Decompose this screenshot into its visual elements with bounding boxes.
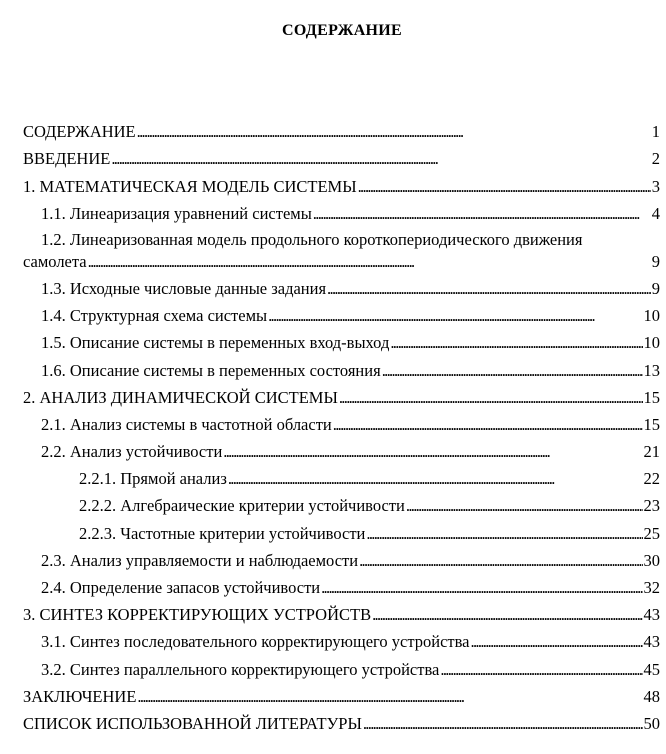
dot-leader (88, 252, 651, 272)
dot-leader (321, 578, 642, 598)
toc-entry-title: ЗАКЛЮЧЕНИЕ (23, 686, 137, 706)
toc-page-number: 32 (643, 578, 660, 597)
toc-entry-contents[interactable] (0, 117, 666, 144)
toc-page-number: 2 (651, 149, 660, 169)
toc-entry-section-1-4[interactable] (0, 301, 666, 328)
toc-entry-title: 1.6. Описание системы в переменных состояния (41, 360, 381, 380)
toc-entry-section-2-4[interactable] (0, 573, 666, 600)
dot-leader (228, 469, 643, 489)
dot-leader (333, 415, 643, 435)
toc-entry-section-1-1[interactable] (0, 199, 666, 226)
dot-leader (111, 149, 650, 169)
dot-leader (359, 551, 642, 571)
dot-leader (471, 632, 643, 652)
toc-page-number: 3 (651, 176, 660, 196)
toc-entry-title-line-1: 1.2. Линеаризованная модель продольного короткопериодического движения (41, 229, 583, 249)
toc-page-number: 43 (643, 632, 660, 652)
toc-entry-section-2-2-3[interactable] (0, 518, 666, 545)
toc-page-number: 10 (643, 306, 660, 326)
toc-entry-title: 1.3. Исходные числовые данные задания (41, 278, 327, 298)
dot-leader (327, 279, 651, 299)
toc-page-number: 9 (651, 278, 660, 298)
toc-entry-title: 1.5. Описание системы в переменных вход-выход (41, 333, 390, 353)
toc-entry-title: 2.2.1. Прямой анализ (79, 469, 227, 489)
toc-entry-section-3-1[interactable] (0, 627, 666, 654)
dot-leader (223, 442, 642, 462)
toc-page-number: 4 (651, 203, 660, 223)
dot-leader (313, 204, 651, 224)
toc-entry-chapter-3[interactable] (0, 600, 666, 627)
toc-page-number: 50 (643, 713, 660, 733)
toc-entry-title: СОДЕРЖАНИЕ (23, 122, 136, 142)
dot-leader (366, 524, 642, 544)
toc-entry-title: СПИСОК ИСПОЛЬЗОВАННОЙ ЛИТЕРАТУРЫ (23, 713, 362, 733)
toc-entry-section-3-2[interactable] (0, 654, 666, 681)
dot-leader (390, 333, 642, 353)
toc-page-number: 13 (643, 360, 660, 380)
toc-page-number: 25 (643, 523, 660, 543)
toc-page-number: 23 (643, 496, 660, 516)
dot-leader (382, 361, 643, 381)
dot-leader (358, 177, 651, 197)
toc-page-number: 10 (643, 333, 660, 353)
toc-page-number: 22 (643, 469, 660, 489)
toc-entry-section-1-5[interactable] (0, 328, 666, 355)
toc-entry-section-2-2-2[interactable] (0, 491, 666, 518)
toc-entry-title: 3.1. Синтез последовательного корректирующего устройства (41, 632, 470, 652)
dot-leader (137, 122, 651, 142)
dot-leader (440, 660, 642, 680)
dot-leader (137, 687, 642, 707)
toc-entry-chapter-1[interactable] (0, 171, 666, 198)
toc-entry-section-1-3[interactable] (0, 274, 666, 301)
toc-page-number: 45 (643, 659, 660, 679)
toc-page-number: 30 (643, 550, 660, 570)
toc-entry-section-2-2-1[interactable] (0, 464, 666, 491)
toc-page-number: 15 (643, 387, 660, 407)
page-title: СОДЕРЖАНИЕ (281, 22, 403, 39)
toc-entry-title: ВВЕДЕНИЕ (23, 149, 111, 169)
dot-leader (372, 605, 642, 625)
toc-entry-title: 1.1. Линеаризация уравнений системы (41, 203, 312, 223)
toc-entry-section-2-3[interactable] (0, 546, 666, 573)
toc-entry-title: 3.2. Синтез параллельного корректирующего устройства (41, 659, 440, 679)
toc-entry-chapter-2[interactable] (0, 383, 666, 410)
toc-entry-title-line-2: самолета (23, 251, 87, 271)
toc-entry-introduction[interactable] (0, 144, 666, 171)
toc-page-number: 15 (643, 414, 660, 434)
toc-entry-section-2-2[interactable] (0, 437, 666, 464)
toc-entry-title: 1. МАТЕМАТИЧЕСКАЯ МОДЕЛЬ СИСТЕМЫ (23, 176, 357, 196)
toc-page-number: 1 (651, 122, 660, 142)
dot-leader (268, 306, 642, 326)
toc-entry-title: 2.3. Анализ управляемости и наблюдаемости (41, 550, 359, 570)
toc-page-number: 9 (651, 251, 660, 271)
toc-entry-title: 2. АНАЛИЗ ДИНАМИЧЕСКОЙ СИСТЕМЫ (23, 387, 338, 407)
toc-entry-title: 2.4. Определение запасов устойчивости (41, 578, 321, 597)
toc-entry-title: 2.1. Анализ системы в частотной области (41, 414, 332, 434)
toc-entry-title: 2.2.2. Алгебраические критерии устойчивости (79, 496, 405, 516)
toc-entry-title: 1.4. Структурная схема системы (41, 306, 268, 326)
table-of-contents (0, 117, 666, 736)
dot-leader (363, 714, 643, 734)
toc-entry-section-1-6[interactable] (0, 355, 666, 382)
toc-entry-title: 3. СИНТЕЗ КОРРЕКТИРУЮЩИХ УСТРОЙСТВ (23, 605, 372, 625)
dot-leader (406, 496, 643, 516)
toc-page-number: 43 (643, 605, 660, 625)
toc-entry-references[interactable] (0, 709, 666, 736)
dot-leader (339, 388, 643, 408)
toc-entry-conclusion[interactable] (0, 682, 666, 709)
toc-entry-title: 2.2.3. Частотные критерии устойчивости (79, 523, 366, 543)
toc-page-number: 21 (643, 442, 660, 462)
toc-entry-section-1-2[interactable] (0, 226, 666, 274)
toc-page-number: 48 (643, 686, 660, 706)
toc-entry-section-2-1[interactable] (0, 410, 666, 437)
toc-entry-title: 2.2. Анализ устойчивости (41, 442, 223, 462)
